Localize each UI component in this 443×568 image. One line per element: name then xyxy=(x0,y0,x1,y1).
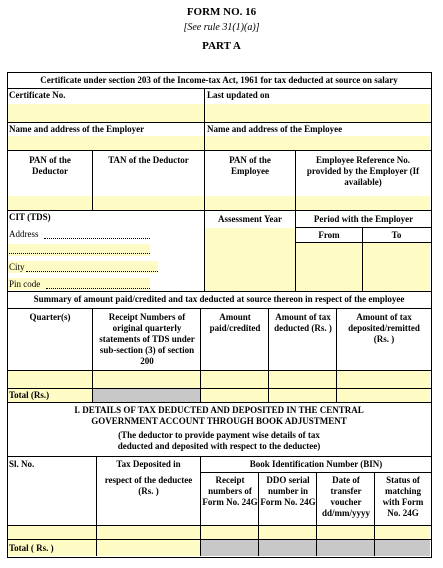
employer-name-label: Name and address of the Employer xyxy=(9,124,145,134)
certificate-title: Certificate under section 203 of the Income-tax Act, 1961 for tax deducted at source on salary xyxy=(40,75,398,85)
pin-label: Pin code xyxy=(9,279,41,289)
summary-col-amount: Amount paid/credited xyxy=(209,312,261,333)
period-to-label: To xyxy=(391,230,402,240)
pan-deductor-label: PAN of the Deductor xyxy=(29,155,71,176)
period-from-label: From xyxy=(318,230,340,240)
cit-tds-label: CIT (TDS) xyxy=(9,212,51,222)
summary-total-label: Total (Rs.) xyxy=(9,390,50,400)
section1-col-tax-dep-2: respect of the deductee (Rs. ) xyxy=(104,475,193,496)
section1-title-2: GOVERNMENT ACCOUNT THROUGH BOOK ADJUSTMENT xyxy=(91,416,347,426)
section1-total-label: Total ( Rs. ) xyxy=(9,543,54,553)
summary-col-deposited: Amount of tax deposited/remitted (Rs. ) xyxy=(348,312,420,344)
summary-col-receipt: Receipt Numbers of original quarterly statements of TDS under sub-section (3) of section 200 xyxy=(99,312,195,366)
section1-col-slno: Sl. No. xyxy=(9,459,35,469)
summary-col-tax: Amount of tax deducted (Rs. ) xyxy=(274,312,332,333)
emp-ref-label: Employee Reference No. provided by the Employer (If available) xyxy=(306,155,420,187)
assessment-year-label: Assessment Year xyxy=(218,214,282,224)
tan-deductor-label: TAN of the Deductor xyxy=(108,155,189,165)
section1-col-tax-dep: Tax Deposited in xyxy=(116,459,181,469)
section1-col-bin: Book Identification Number (BIN) xyxy=(249,459,383,469)
certificate-no-label: Certificate No. xyxy=(9,90,66,100)
employee-name-label: Name and address of the Employee xyxy=(207,124,343,134)
section1-col-ddo: DDO serial number in Form No. 24G xyxy=(260,475,316,507)
pin-dots xyxy=(46,279,150,289)
city-label: City xyxy=(9,262,25,272)
section1-col-receipt: Receipt numbers of Form No. 24G xyxy=(202,475,258,507)
section1-title-1: I. DETAILS OF TAX DEDUCTED AND DEPOSITED IN THE CENTRAL xyxy=(74,405,364,415)
city-dots xyxy=(26,262,158,272)
summary-title: Summary of amount paid/credited and tax deducted at source thereon in respect of the employee xyxy=(33,294,405,304)
rule-reference: [See rule 31(1)(a)] xyxy=(183,22,260,33)
address-dots xyxy=(44,229,150,239)
address-dots-2 xyxy=(9,244,150,254)
pan-employee-label: PAN of the Employee xyxy=(229,155,271,176)
summary-col-quarter: Quarter(s) xyxy=(29,312,71,322)
section1-note-1: (The deductor to provide payment wise details of tax xyxy=(118,430,320,440)
section1-col-status: Status of matching with Form No. 24G xyxy=(382,475,424,518)
section1-col-date: Date of transfer voucher dd/mm/yyyy xyxy=(321,475,370,518)
part-title: PART A xyxy=(202,40,241,52)
section1-note-2: deducted and deposited with respect to the deductee) xyxy=(117,441,321,451)
address-label: Address xyxy=(9,229,39,239)
last-updated-label: Last updated on xyxy=(207,90,270,100)
form-number: FORM NO. 16 xyxy=(186,6,257,18)
period-label: Period with the Employer xyxy=(313,214,414,224)
